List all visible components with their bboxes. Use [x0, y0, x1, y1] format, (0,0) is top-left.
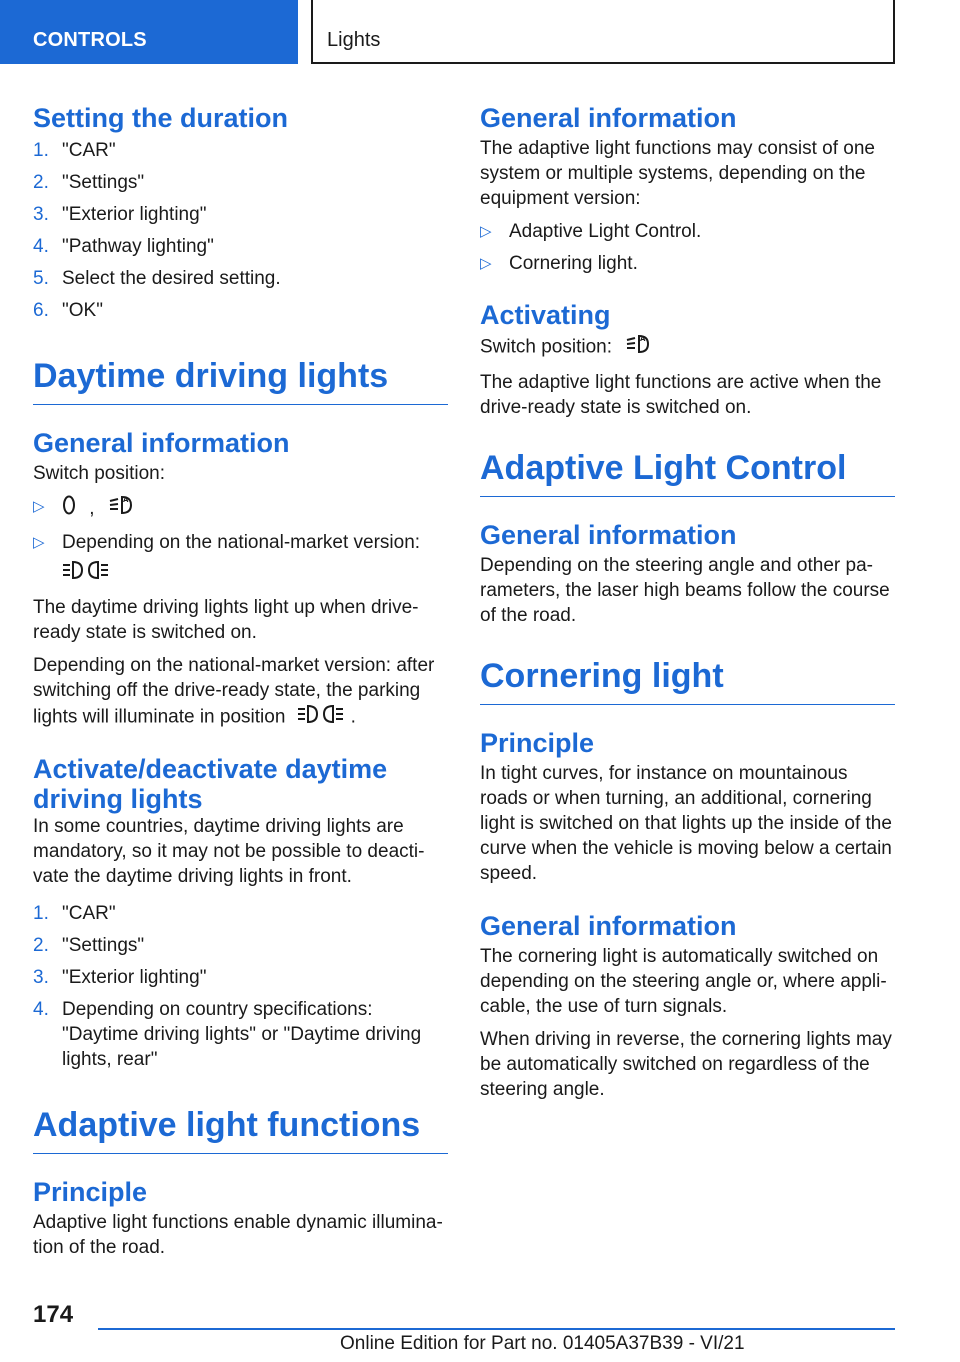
- cornering-general-information-heading: General information: [480, 911, 737, 941]
- right-column: [480, 100, 895, 1102]
- setting-duration-steps: [33, 138, 448, 323]
- general-information-text: The adaptive light functions may consist of one system or multiple systems, depending on the equipment version:: [480, 138, 876, 209]
- activating-switch-position: [480, 333, 895, 362]
- activate-deactivate-text: In some countries, daytime driving lights are mandatory, so it may not be possible to deacti-vate the daytime driving lights in front.: [33, 816, 425, 887]
- step-item: [33, 997, 448, 1072]
- step-item: [33, 298, 448, 323]
- parking-lights-icon: [297, 703, 345, 732]
- step-text: "OK": [62, 300, 103, 321]
- bullet-triangle-icon: ▷: [480, 255, 492, 272]
- bullet-item: [480, 251, 895, 276]
- daytime-paragraph-2: [33, 653, 448, 732]
- step-item: [33, 266, 448, 291]
- bullet-triangle-icon: ▷: [480, 223, 492, 240]
- step-number: 4.: [33, 236, 49, 257]
- page-number: 174: [33, 1301, 74, 1328]
- step-text: "Settings": [62, 172, 145, 193]
- footer-divider: [98, 1328, 895, 1330]
- step-text: Select the desired setting.: [62, 268, 281, 289]
- auto-light-off-icon: [62, 494, 76, 523]
- daytime-paragraph-2-end: .: [350, 706, 356, 728]
- cornering-general-information-text-1: The cornering light is automatically switched on depending on the steering angle or, where appli-cable, the use of turn signals.: [480, 946, 887, 1017]
- step-text: Depending on country specifications: "Daytime driving lights" or "Daytime driving lights, rear": [62, 999, 422, 1070]
- adaptive-light-functions-title: Adaptive light functions: [33, 1103, 448, 1154]
- daytime-paragraph-1: The daytime driving lights light up when drive-ready state is switched on.: [33, 597, 419, 643]
- step-number: 4.: [33, 999, 49, 1020]
- parking-lights-icon: [62, 559, 110, 588]
- step-number: 2.: [33, 935, 49, 956]
- svg-text:A: A: [640, 335, 646, 343]
- daytime-driving-lights-title: Daytime driving lights: [33, 354, 448, 405]
- general-information-heading: General information: [33, 428, 290, 458]
- principle-heading: Principle: [33, 1177, 148, 1207]
- step-text: "CAR": [62, 140, 116, 161]
- step-text: "Settings": [62, 935, 145, 956]
- step-item: [33, 170, 448, 195]
- adaptive-systems-bullets: [480, 219, 895, 276]
- switch-position-bullets: [33, 494, 448, 588]
- cornering-light-title: Cornering light: [480, 654, 895, 705]
- section-tab: CONTROLS: [0, 0, 298, 64]
- bullet-text: Adaptive Light Control.: [509, 221, 702, 242]
- bullet-text: Depending on the national-market version:: [62, 532, 421, 553]
- automatic-headlight-icon: [108, 494, 134, 523]
- bullet-item: [480, 219, 895, 244]
- step-number: 5.: [33, 268, 49, 289]
- step-text: "Exterior lighting": [62, 204, 207, 225]
- cornering-principle-heading: Principle: [480, 728, 595, 758]
- setting-duration-heading: Setting the duration: [33, 103, 288, 133]
- activating-heading: Activating: [480, 300, 611, 330]
- bullet-triangle-icon: ▷: [33, 534, 45, 551]
- daytime-paragraph-2-text: Depending on the national-market version: after switching off the drive-ready state, the parking lights will illuminate in position: [33, 655, 435, 728]
- adaptive-light-control-title: Adaptive Light Control: [480, 446, 895, 497]
- bullet-triangle-icon: ▷: [33, 498, 45, 515]
- step-text: "CAR": [62, 903, 116, 924]
- step-number: 3.: [33, 204, 49, 225]
- bullet-text: Cornering light.: [509, 253, 638, 274]
- activate-deactivate-steps: [33, 901, 448, 1072]
- bullet-item: [33, 494, 448, 523]
- cornering-general-information-text-2: When driving in reverse, the cornering lights may be automatically switched on regardless of the steering angle.: [480, 1029, 892, 1100]
- switch-position-label: Switch position:: [33, 463, 166, 484]
- activating-text: The adaptive light functions are active when the drive-ready state is switched on.: [480, 372, 882, 418]
- step-item: [33, 933, 448, 958]
- step-text: "Exterior lighting": [62, 967, 207, 988]
- left-column: [33, 100, 448, 1260]
- activating-switch-label: Switch position:: [480, 336, 613, 358]
- principle-text: Adaptive light functions enable dynamic illumina-tion of the road.: [33, 1212, 443, 1258]
- step-number: 6.: [33, 300, 49, 321]
- step-item: [33, 234, 448, 259]
- bullet-separator: ,: [89, 497, 95, 519]
- step-number: 1.: [33, 140, 49, 161]
- step-item: [33, 202, 448, 227]
- step-number: 3.: [33, 967, 49, 988]
- bullet-item: [33, 530, 448, 588]
- step-item: [33, 901, 448, 926]
- activate-deactivate-heading: Activate/deactivate daytime driving lights: [33, 754, 388, 814]
- alc-general-information-text: Depending on the steering angle and other pa-rameters, the laser high beams follow the course of the road.: [480, 555, 890, 626]
- step-item: [33, 965, 448, 990]
- general-information-heading: General information: [480, 103, 737, 133]
- svg-text:A: A: [122, 496, 129, 504]
- cornering-principle-text: In tight curves, for instance on mountainous roads or when turning, an additional, cornering light is switched on that lights up the inside of the curve when the vehicle is moving below a certain speed.: [480, 763, 892, 884]
- step-number: 1.: [33, 903, 49, 924]
- automatic-headlight-icon: [625, 333, 651, 362]
- step-number: 2.: [33, 172, 49, 193]
- step-text: "Pathway lighting": [62, 236, 214, 257]
- chapter-tab: Lights: [311, 0, 895, 64]
- alc-general-information-heading: General information: [480, 520, 737, 550]
- step-item: [33, 138, 448, 163]
- edition-label: Online Edition for Part no. 01405A37B39 - VI/21: [340, 1333, 745, 1354]
